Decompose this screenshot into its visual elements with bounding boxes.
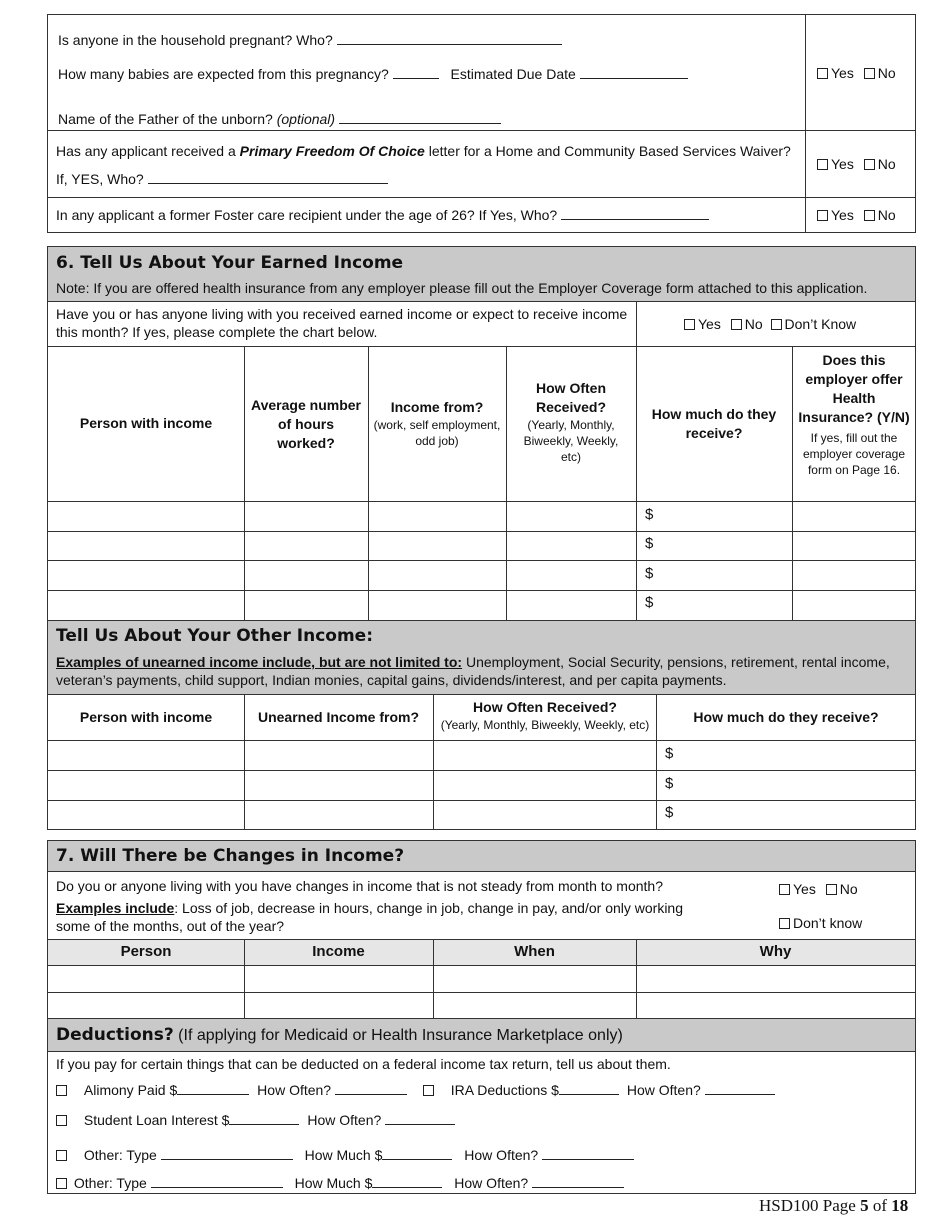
page-footer: HSD100 Page 5 of 18 bbox=[759, 1196, 909, 1215]
other-1-checkbox[interactable] bbox=[56, 1150, 67, 1161]
answer-column-divider bbox=[805, 14, 806, 233]
earned-amount-row-2[interactable]: $ bbox=[645, 535, 654, 552]
other-1-type-field[interactable] bbox=[161, 1146, 293, 1160]
freedom-who-field[interactable] bbox=[148, 170, 388, 184]
foster-question: In any applicant a former Foster care recipient under the age of 26? If Yes, Who? bbox=[56, 206, 709, 224]
earned-amount-row-3[interactable]: $ bbox=[645, 565, 654, 582]
changes-title: 7. Will There be Changes in Income? bbox=[56, 846, 405, 866]
deduction-row-other-2: Other: Type How Much $ How Often? bbox=[56, 1174, 624, 1192]
changes-no-checkbox[interactable] bbox=[826, 884, 837, 895]
babies-count-field[interactable] bbox=[393, 65, 439, 79]
changes-answer: Yes No bbox=[779, 880, 858, 898]
freedom-who: If, YES, Who? bbox=[56, 170, 388, 188]
earned-income-title: 6. Tell Us About Your Earned Income bbox=[56, 253, 404, 273]
pregnancy-yes-checkbox[interactable] bbox=[817, 68, 828, 79]
other-amount-row-2[interactable]: $ bbox=[665, 775, 674, 792]
pregnancy-answer: Yes No bbox=[817, 64, 896, 82]
earned-yes-checkbox[interactable] bbox=[684, 319, 695, 330]
ira-often-field[interactable] bbox=[705, 1081, 775, 1095]
foster-yes-checkbox[interactable] bbox=[817, 210, 828, 221]
changes-dont-know-checkbox[interactable] bbox=[779, 918, 790, 929]
deductions-title: Deductions? (If applying for Medicaid or Health Insurance Marketplace only) bbox=[56, 1025, 623, 1045]
col-income-from: Income from? (work, self employment, odd job) bbox=[373, 399, 501, 448]
ira-amount-field[interactable] bbox=[559, 1081, 619, 1095]
freedom-yes-checkbox[interactable] bbox=[817, 159, 828, 170]
other-amount-row-1[interactable]: $ bbox=[665, 745, 674, 762]
other-1-often-field[interactable] bbox=[542, 1146, 634, 1160]
deduction-row-other-1: Other: Type How Much $ How Often? bbox=[56, 1146, 634, 1164]
col-average-hours: Average number of hours worked? bbox=[251, 397, 361, 451]
alimony-checkbox[interactable] bbox=[56, 1085, 67, 1096]
deduction-row-student-loan: Student Loan Interest $ How Often? bbox=[56, 1111, 455, 1129]
other-col-from: Unearned Income from? bbox=[257, 709, 420, 725]
col-person-with-income: Person with income bbox=[79, 415, 213, 431]
changes-examples: Examples include: Loss of job, decrease in hours, change in job, change in pay, and/or only working some of the months, out of the year? bbox=[56, 900, 684, 934]
alimony-often-field[interactable] bbox=[335, 1081, 407, 1095]
foster-no-checkbox[interactable] bbox=[864, 210, 875, 221]
foster-answer: Yes No bbox=[817, 206, 896, 224]
other-amount-row-3[interactable]: $ bbox=[665, 804, 674, 821]
other-income-title: Tell Us About Your Other Income: bbox=[56, 626, 374, 646]
foster-who-field[interactable] bbox=[561, 206, 709, 220]
babies-question: How many babies are expected from this pregnancy? Estimated Due Date bbox=[58, 65, 688, 83]
earned-amount-row-4[interactable]: $ bbox=[645, 594, 654, 611]
pregnancy-no-checkbox[interactable] bbox=[864, 68, 875, 79]
other-income-examples: Examples of unearned income include, but are not limited to: Unemployment, Social Security, pensions, retirement, rental income, veteran’s payments, child support, Indian monies, capital gains, dividends/interest, and per capita payments. bbox=[56, 654, 890, 688]
other-1-amount-field[interactable] bbox=[382, 1146, 452, 1160]
changes-question: Do you or anyone living with you have changes in income that is not steady from month to month? bbox=[56, 878, 664, 894]
col-employer-insurance: Does this employer offer Health Insurance? (Y/N) If yes, fill out the employer coverage form on Page 16. bbox=[798, 352, 910, 477]
other-2-often-field[interactable] bbox=[532, 1174, 624, 1188]
col-how-often: How Often Received? (Yearly, Monthly, Biweekly, Weekly, etc) bbox=[523, 380, 619, 464]
due-date-field[interactable] bbox=[580, 65, 688, 79]
pregnant-who-field[interactable] bbox=[337, 31, 562, 45]
changes-dont-know: Don’t know bbox=[779, 914, 862, 932]
alimony-amount-field[interactable] bbox=[177, 1081, 249, 1095]
earned-no-checkbox[interactable] bbox=[731, 319, 742, 330]
changes-col-person: Person bbox=[120, 943, 172, 960]
col-how-much: How much do they receive? bbox=[651, 406, 777, 441]
earned-question: Have you or has anyone living with you received earned income or expect to receive income this month? If yes, please complete the chart below. bbox=[56, 306, 628, 340]
changes-col-when: When bbox=[514, 943, 555, 960]
row-divider bbox=[47, 130, 916, 131]
earned-amount-row-1[interactable]: $ bbox=[645, 506, 654, 523]
changes-col-why: Why bbox=[759, 943, 792, 960]
deduction-row-alimony: Alimony Paid $ How Often? IRA Deductions $ How Often? bbox=[56, 1081, 775, 1099]
earned-answer: Yes No Don’t Know bbox=[684, 315, 856, 333]
earned-dont-know-checkbox[interactable] bbox=[771, 319, 782, 330]
other-col-person: Person with income bbox=[79, 709, 213, 725]
student-loan-checkbox[interactable] bbox=[56, 1115, 67, 1126]
student-loan-amount-field[interactable] bbox=[229, 1111, 299, 1125]
ira-checkbox[interactable] bbox=[423, 1085, 434, 1096]
freedom-question: Has any applicant received a Primary Freedom Of Choice letter for a Home and Community Based Services Waiver? bbox=[56, 143, 791, 159]
other-2-checkbox[interactable] bbox=[56, 1178, 67, 1189]
other-col-how-much: How much do they receive? bbox=[693, 709, 879, 725]
changes-yes-checkbox[interactable] bbox=[779, 884, 790, 895]
father-question: Name of the Father of the unborn? (optional) bbox=[58, 110, 501, 128]
deductions-intro: If you pay for certain things that can be deducted on a federal income tax return, tell us about them. bbox=[56, 1056, 671, 1072]
row-divider bbox=[47, 197, 916, 198]
other-2-amount-field[interactable] bbox=[372, 1174, 442, 1188]
other-col-how-often: How Often Received? (Yearly, Monthly, Biweekly, Weekly, etc) bbox=[440, 699, 650, 732]
changes-col-income: Income bbox=[312, 943, 365, 960]
student-loan-often-field[interactable] bbox=[385, 1111, 455, 1125]
freedom-answer: Yes No bbox=[817, 155, 896, 173]
earned-income-note: Note: If you are offered health insurance from any employer please fill out the Employer Coverage form attached to this application. bbox=[56, 280, 868, 296]
freedom-no-checkbox[interactable] bbox=[864, 159, 875, 170]
other-2-type-field[interactable] bbox=[151, 1174, 283, 1188]
father-name-field[interactable] bbox=[339, 110, 501, 124]
pregnant-question: Is anyone in the household pregnant? Who? bbox=[58, 31, 562, 49]
